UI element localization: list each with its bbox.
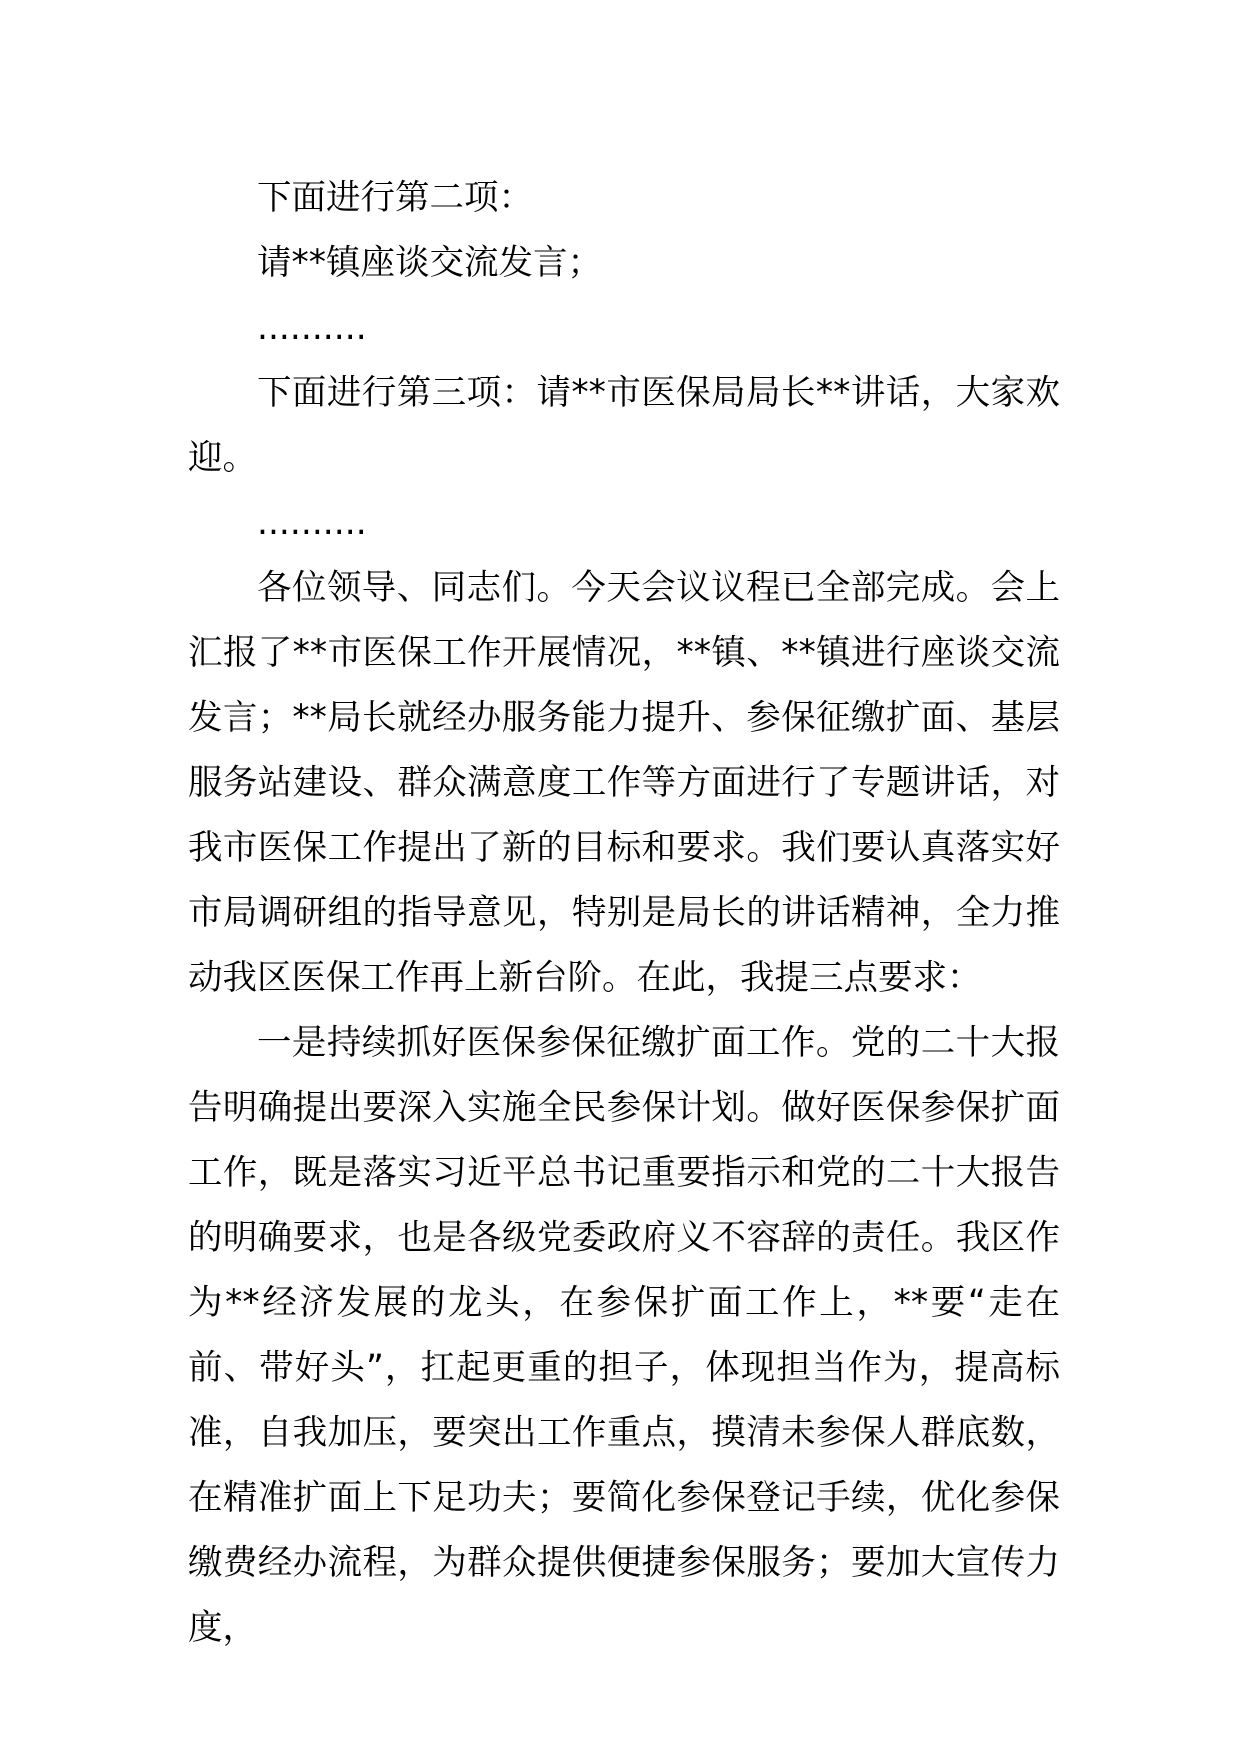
paragraph-ellipsis: ..........	[257, 308, 367, 348]
paragraph-agenda-item-three: 下面进行第三项：请**市医保局局长**讲话，大家欢迎。	[188, 373, 1060, 478]
paragraph-ellipsis: ..........	[257, 503, 367, 543]
paragraph-agenda-item-two: 下面进行第二项：	[257, 178, 533, 218]
document-body	[188, 166, 1060, 1661]
paragraph-requirement-one: 一是持续抓好医保参保征缴扩面工作。党的二十大报告明确提出要深入实施全民参保计划。做好医保参保扩面工作，既是落实习近平总书记重要指示和党的二十大报告的明确要求，也是各级党委政府义不容辞的责任。我区作为**经济发展的龙头，在参保扩面工作上，**要“走在前、带好头”，扛起更重的担子，体现担当作为，提高标准，自我加压，要突出工作重点，摸清未参保人群底数，在精准扩面上下足功夫；要简化参保登记手续，优化参保缴费经办流程，为群众提供便捷参保服务；要加大宣传力度，	[188, 1023, 1060, 1648]
paragraph-summary: 各位领导、同志们。今天会议议程已全部完成。会上汇报了**市医保工作开展情况，**镇、**镇进行座谈交流发言；**局长就经办服务能力提升、参保征缴扩面、基层服务站建设、群众满意度工作等方面进行了专题讲话，对我市医保工作提出了新的目标和要求。我们要认真落实好市局调研组的指导意见，特别是局长的讲话精神，全力推动我区医保工作再上新台阶。在此，我提三点要求：	[188, 568, 1060, 998]
paragraph-town-speech: 请**镇座谈交流发言；	[257, 243, 602, 283]
